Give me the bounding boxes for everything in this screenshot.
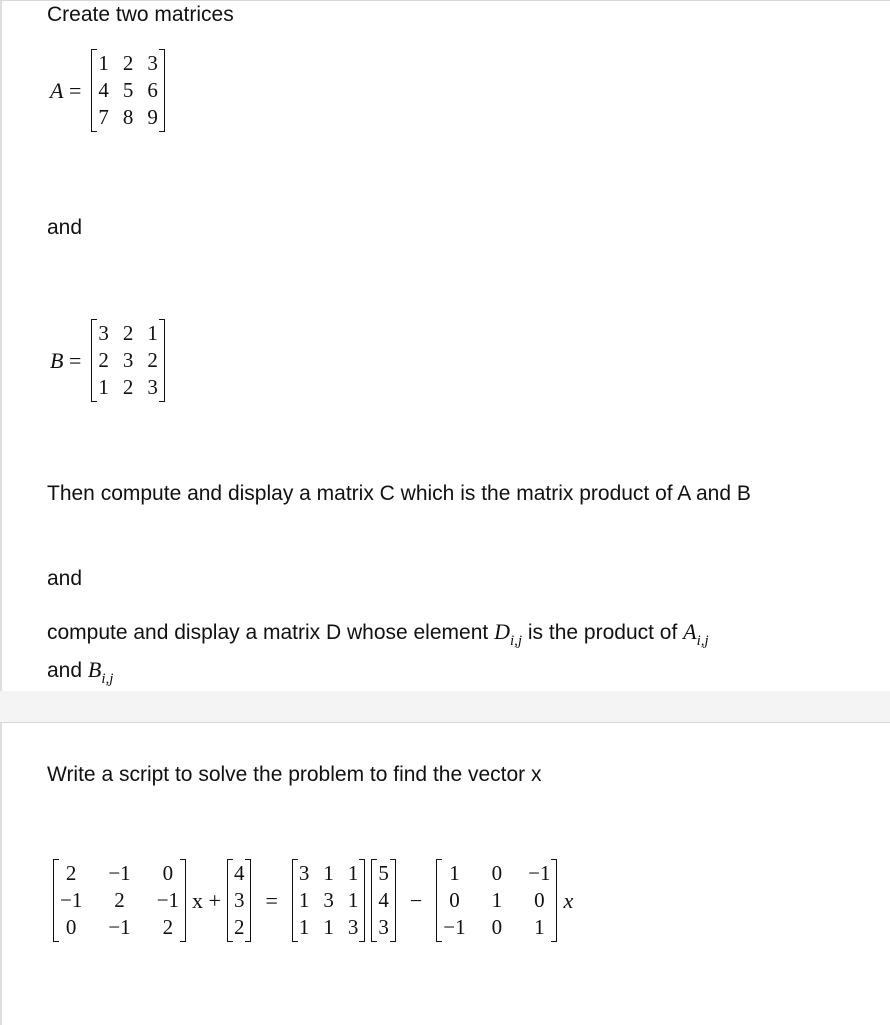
matrix-entry: 1 bbox=[147, 321, 158, 345]
matrix-entry: 2 bbox=[122, 321, 134, 345]
task-c-text: Then compute and display a matrix C which is the matrix product of A and B bbox=[47, 482, 751, 505]
task-d-text: compute and display a matrix D whose element $D_{i,j}$ is the product of $A_{i,j}$ and $B_{i,j}$ bbox=[47, 619, 709, 687]
matrix-entry: 2 bbox=[114, 888, 125, 912]
matrix-entry: 1 bbox=[347, 888, 359, 912]
matrix-entry: 3 bbox=[98, 321, 109, 345]
matrix-entry: 2 bbox=[162, 915, 174, 939]
matrix-entry: 1 bbox=[491, 888, 503, 912]
matrix-entry: 1 bbox=[323, 861, 334, 885]
matrix-entry: 5 bbox=[122, 78, 134, 102]
matrix-entry: 2 bbox=[147, 348, 158, 372]
matrix-entry: 3 bbox=[347, 915, 359, 939]
matrix-b bbox=[91, 319, 165, 402]
matrix-entry: 4 bbox=[378, 888, 389, 912]
matrix-entry: −1 bbox=[528, 861, 551, 885]
matrix-b-label: B bbox=[50, 347, 64, 373]
matrix-entry: 0 bbox=[65, 915, 77, 939]
matrix-entry: −1 bbox=[108, 861, 131, 885]
matrix-entry: 9 bbox=[147, 105, 158, 129]
vector-1 bbox=[227, 859, 252, 942]
equals-sign: = bbox=[265, 887, 278, 913]
minus-sign: − bbox=[409, 887, 423, 913]
matrix-entry: 3 bbox=[298, 861, 310, 885]
matrix-entry: 0 bbox=[449, 888, 460, 912]
card-separator bbox=[0, 690, 890, 722]
coefficient-matrix-2 bbox=[292, 859, 366, 942]
matrix-entry: 7 bbox=[98, 105, 109, 129]
matrix-entry: 0 bbox=[162, 861, 174, 885]
matrix-entry: 2 bbox=[233, 915, 245, 939]
matrix-entry: 1 bbox=[98, 51, 109, 75]
matrix-entry: 2 bbox=[98, 348, 109, 372]
and-text-1: and bbox=[47, 216, 83, 239]
x-variable: x bbox=[563, 887, 574, 913]
matrix-entry: 6 bbox=[147, 78, 158, 102]
matrix-entry: 1 bbox=[98, 375, 109, 399]
matrix-entry: 3 bbox=[147, 375, 158, 399]
matrix-entry: 1 bbox=[298, 915, 310, 939]
b-element-symbol: $B_{i,j}$ bbox=[87, 656, 114, 687]
a-element-symbol: $A_{i,j}$ bbox=[683, 619, 709, 649]
matrix-entry: 0 bbox=[491, 861, 503, 885]
matrix-entry: 3 bbox=[147, 51, 158, 75]
x-plus-operator: x + bbox=[192, 887, 221, 913]
matrix-entry: −1 bbox=[60, 888, 83, 912]
d-element-symbol: $D_{i,j}$ bbox=[494, 619, 523, 649]
matrix-a-label: A bbox=[50, 77, 64, 103]
vector-2 bbox=[371, 859, 396, 942]
matrix-entry: 0 bbox=[534, 888, 545, 912]
matrix-entry: 3 bbox=[122, 348, 134, 372]
coefficient-matrix-1 bbox=[53, 859, 186, 942]
matrix-entry: 1 bbox=[298, 888, 310, 912]
matrix-entry: 1 bbox=[449, 861, 460, 885]
matrix-entry: 0 bbox=[491, 915, 503, 939]
matrix-entry: 4 bbox=[233, 861, 245, 885]
matrix-entry: 3 bbox=[378, 915, 389, 939]
matrix-entry: 3 bbox=[233, 888, 245, 912]
matrix-a-definition: A = 1 2 3 4 5 6 7 8 9 bbox=[50, 49, 165, 132]
matrix-entry: 8 bbox=[122, 105, 134, 129]
matrix-entry: 1 bbox=[323, 915, 334, 939]
matrix-entry: 2 bbox=[65, 861, 77, 885]
matrix-entry: −1 bbox=[156, 888, 180, 912]
matrix-a bbox=[91, 49, 165, 132]
and-text-2: and bbox=[47, 567, 83, 590]
matrix-entry: 2 bbox=[122, 375, 134, 399]
intro-text: Create two matrices bbox=[47, 3, 234, 26]
matrix-entry: 1 bbox=[534, 915, 545, 939]
coefficient-matrix-3 bbox=[436, 859, 557, 942]
linear-system-equation bbox=[53, 859, 579, 942]
matrix-entry: 3 bbox=[323, 888, 334, 912]
matrix-entry: 5 bbox=[378, 861, 389, 885]
prompt-text: Write a script to solve the problem to find the vector x bbox=[47, 763, 542, 786]
question-card-2 bbox=[0, 722, 890, 1025]
matrix-entry: 2 bbox=[122, 51, 134, 75]
matrix-entry: 1 bbox=[347, 861, 359, 885]
matrix-entry: −1 bbox=[108, 915, 131, 939]
matrix-entry: −1 bbox=[443, 915, 466, 939]
matrix-entry: 4 bbox=[98, 78, 109, 102]
matrix-b-definition: B = 3 2 1 2 3 2 1 2 3 bbox=[50, 319, 165, 402]
